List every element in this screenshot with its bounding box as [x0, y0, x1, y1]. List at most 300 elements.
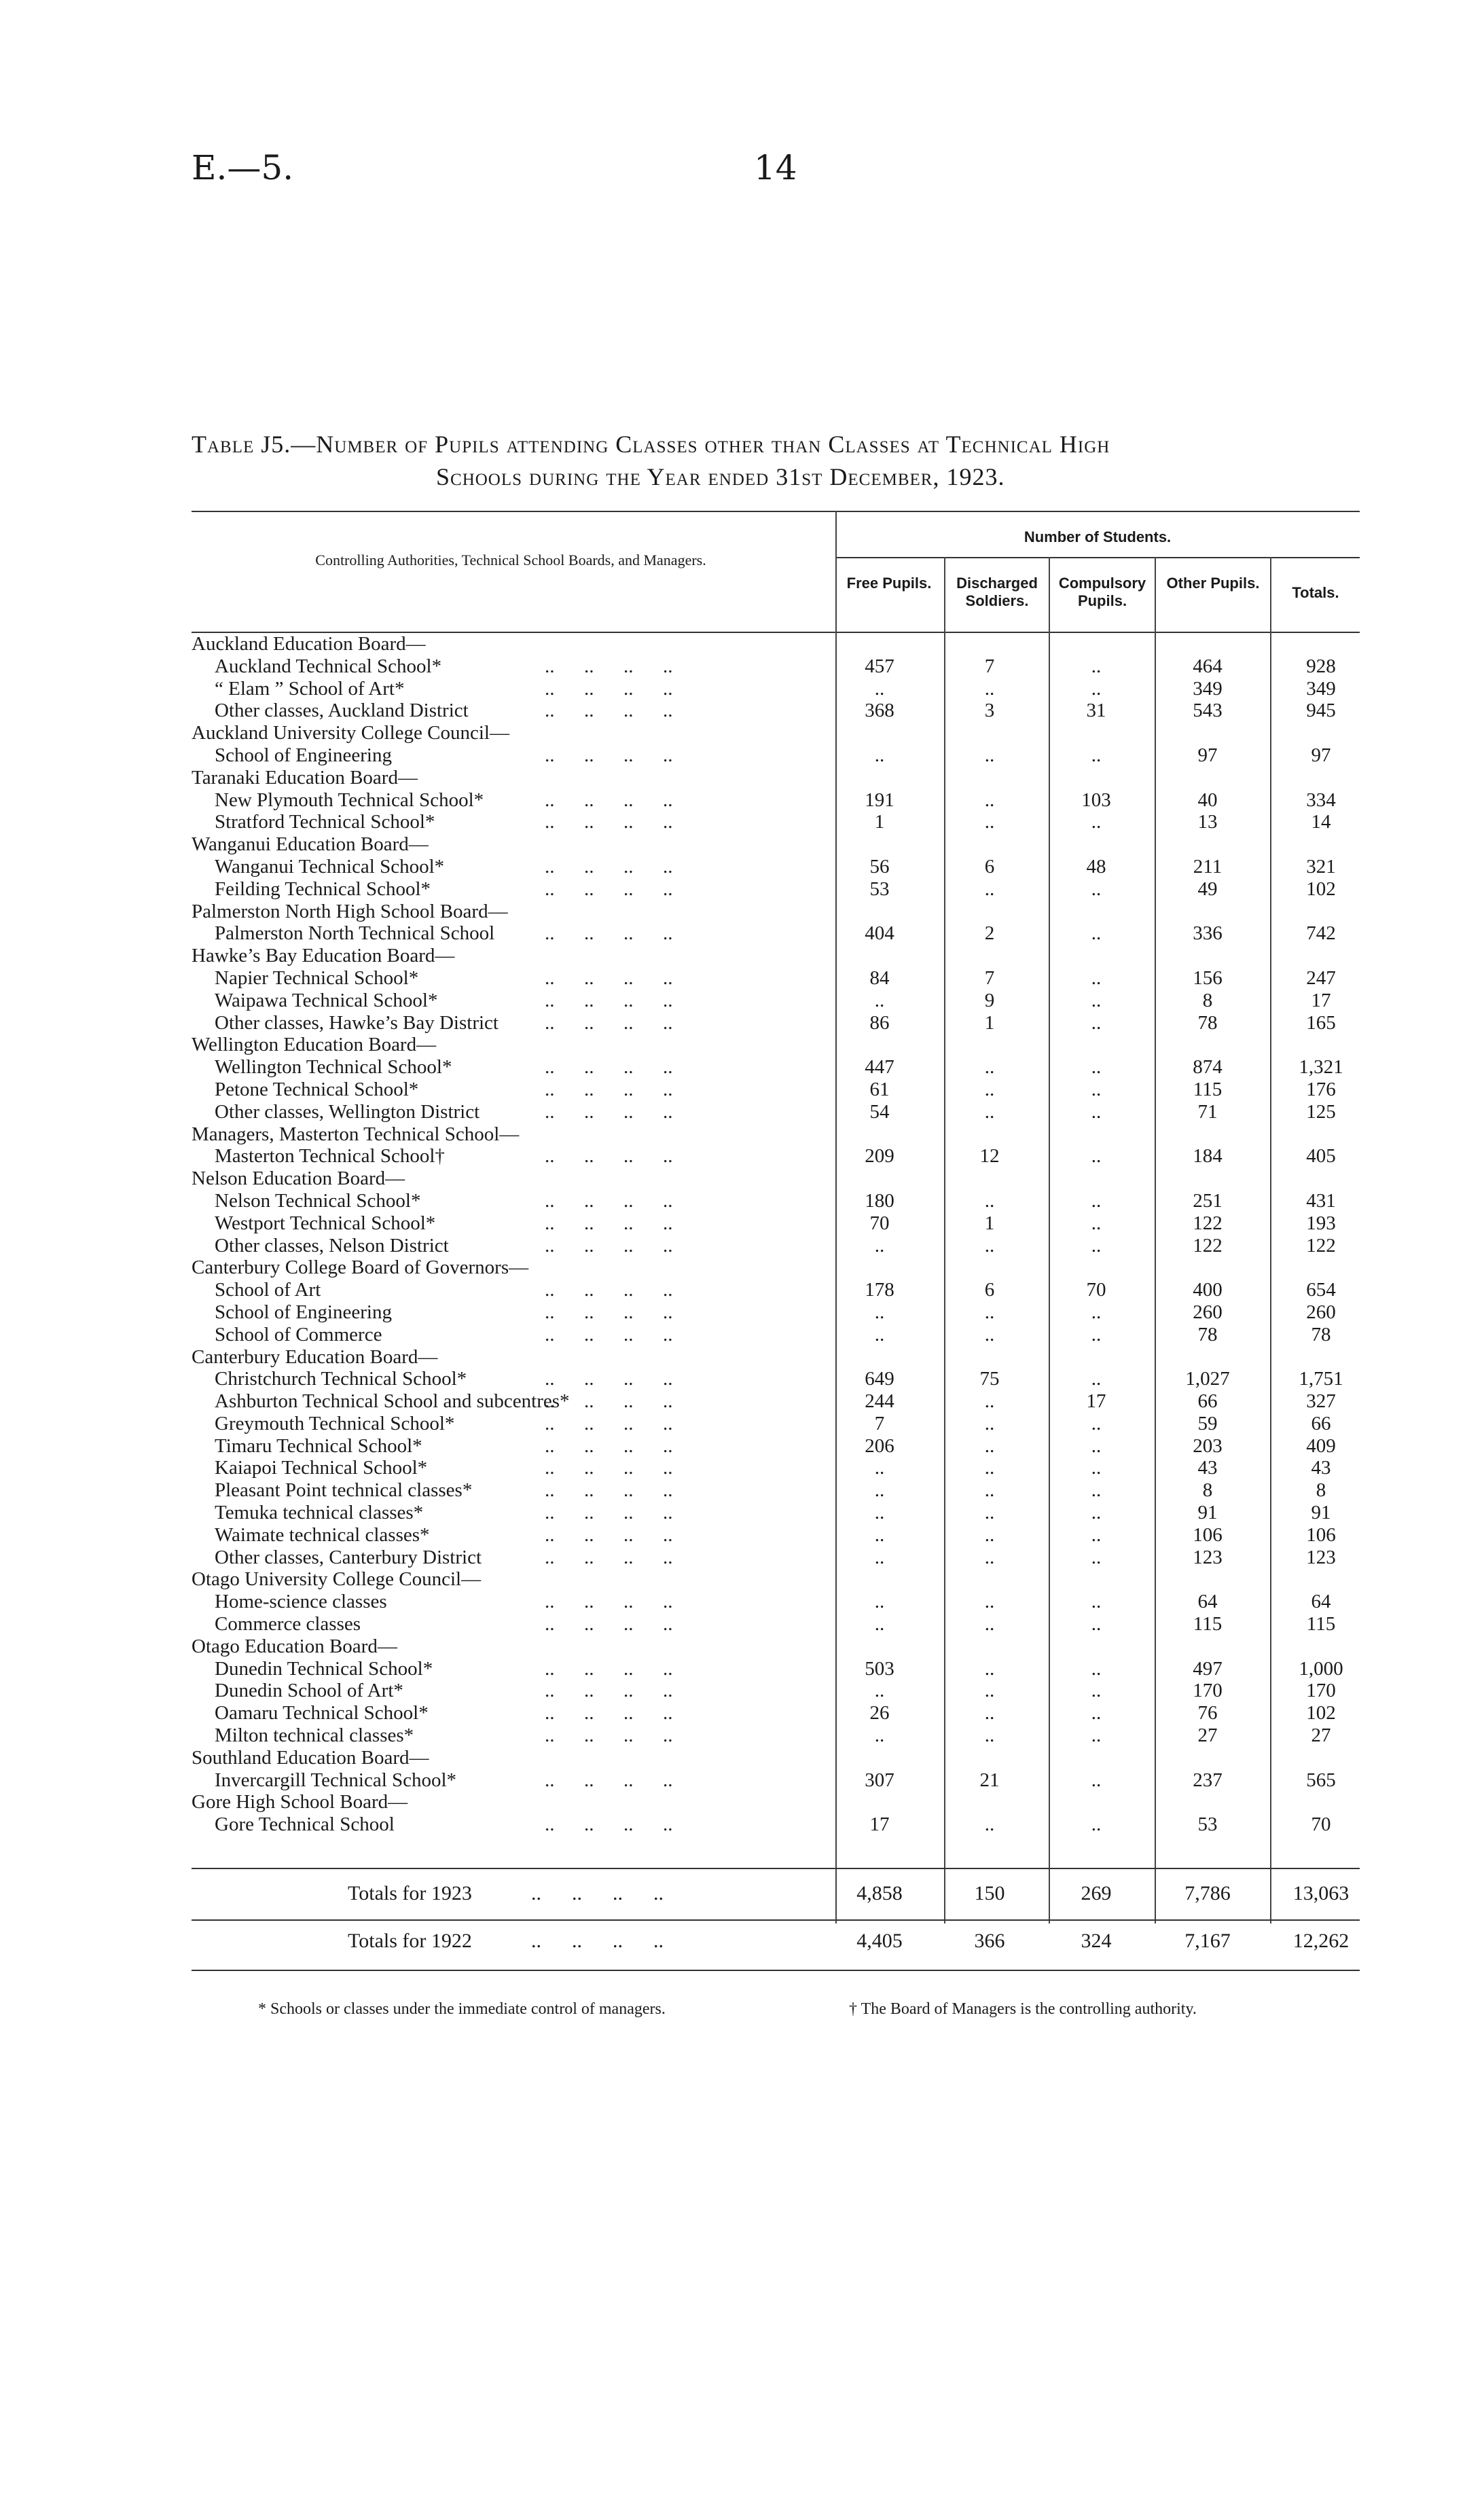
group-heading: Taranaki Education Board—: [192, 766, 418, 789]
table-body: [192, 633, 1360, 1836]
compulsory-pupils-cell: ..: [1091, 967, 1102, 989]
other-pupils-cell: 211: [1193, 855, 1223, 878]
group-heading-row: [192, 722, 1360, 744]
compulsory-pupils-cell: ..: [1091, 1813, 1102, 1836]
compulsory-pupils-cell: ..: [1091, 1189, 1102, 1212]
free-pupils-cell: ..: [874, 1613, 885, 1636]
totals-compulsory: 269: [1081, 1882, 1112, 1904]
discharged-soldiers-cell: ..: [984, 1323, 995, 1345]
total-cell: 405: [1306, 1145, 1336, 1168]
other-pupils-cell: 59: [1197, 1412, 1218, 1434]
total-cell: 64: [1311, 1591, 1331, 1613]
leader-dots: .. .. .. ..: [545, 1145, 673, 1168]
table-row: [192, 1079, 1360, 1101]
discharged-soldiers-cell: 1: [984, 1212, 995, 1234]
table-row: [192, 1613, 1360, 1636]
other-pupils-cell: 27: [1197, 1724, 1218, 1747]
other-pupils-cell: 203: [1193, 1434, 1223, 1457]
free-pupils-cell: 86: [869, 1011, 890, 1034]
row-label: Kaiapoi Technical School*: [215, 1457, 428, 1479]
free-pupils-cell: 178: [865, 1279, 894, 1301]
total-cell: 928: [1306, 655, 1336, 677]
other-pupils-cell: 76: [1197, 1702, 1218, 1724]
free-pupils-cell: 17: [869, 1813, 890, 1836]
free-pupils-cell: ..: [874, 1591, 885, 1613]
discharged-soldiers-cell: ..: [984, 1412, 995, 1434]
leader-dots: .. .. .. ..: [545, 1100, 673, 1123]
leader-dots: .. .. .. ..: [545, 1011, 673, 1034]
leader-dots: .. .. .. ..: [545, 655, 673, 677]
totals-1922-row: [192, 1928, 1360, 1955]
free-pupils-cell: 1: [874, 811, 885, 833]
totals-other: 7,786: [1184, 1882, 1231, 1904]
compulsory-pupils-cell: ..: [1091, 1412, 1102, 1434]
group-heading-row: [192, 901, 1360, 923]
total-cell: 115: [1306, 1613, 1336, 1636]
title-line-1: Table J5.—Number of Pupils attending Classes other than Classes at Technical High: [192, 431, 1110, 458]
total-cell: 327: [1306, 1390, 1336, 1413]
leader-dots: .. .. .. ..: [545, 1502, 673, 1524]
discharged-soldiers-cell: ..: [984, 1056, 995, 1079]
row-label: Ashburton Technical School and subcentres*: [215, 1390, 570, 1413]
total-cell: 654: [1306, 1279, 1336, 1301]
compulsory-pupils-cell: ..: [1091, 1479, 1102, 1502]
discharged-soldiers-cell: ..: [984, 1479, 995, 1502]
compulsory-pupils-cell: ..: [1091, 989, 1102, 1011]
discharged-soldiers-header: Discharged Soldiers.: [956, 575, 1038, 609]
row-label: Masterton Technical School†: [215, 1145, 445, 1168]
table-row: [192, 789, 1360, 812]
compulsory-pupils-cell: ..: [1091, 1702, 1102, 1724]
table-row: [192, 1390, 1360, 1413]
other-pupils-cell: 91: [1197, 1502, 1218, 1524]
compulsory-pupils-cell: ..: [1091, 1502, 1102, 1524]
totals-free: 4,858: [856, 1882, 903, 1904]
group-heading-row: [192, 633, 1360, 655]
row-label: Other classes, Auckland District: [215, 700, 469, 722]
leader-dots: .. .. .. ..: [545, 1457, 673, 1479]
free-pupils-cell: 209: [865, 1145, 894, 1168]
row-label: Milton technical classes*: [215, 1724, 414, 1747]
compulsory-pupils-header: Compulsory Pupils.: [1058, 575, 1146, 609]
compulsory-pupils-cell: ..: [1091, 1056, 1102, 1079]
compulsory-pupils-cell: ..: [1091, 1145, 1102, 1168]
free-pupils-cell: 206: [865, 1434, 894, 1457]
total-cell: 565: [1306, 1769, 1336, 1791]
discharged-soldiers-cell: ..: [984, 1724, 995, 1747]
total-cell: 165: [1306, 1011, 1336, 1034]
total-cell: 170: [1306, 1680, 1336, 1702]
top-rule: [192, 511, 1360, 512]
discharged-soldiers-cell: ..: [984, 1680, 995, 1702]
leader-dots: .. .. .. ..: [545, 1479, 673, 1502]
row-label: Waimate technical classes*: [215, 1523, 430, 1546]
leader-dots: .. .. .. ..: [545, 1434, 673, 1457]
table-row: [192, 678, 1360, 700]
group-heading: Gore High School Board—: [192, 1791, 408, 1813]
total-cell: 1,751: [1299, 1368, 1343, 1390]
leader-dots: .. .. .. ..: [531, 1882, 664, 1904]
free-pupils-cell: ..: [874, 1680, 885, 1702]
row-label: Home-science classes: [215, 1591, 387, 1613]
row-label: Nelson Technical School*: [215, 1189, 421, 1212]
discharged-soldiers-cell: ..: [984, 1502, 995, 1524]
leader-dots: .. .. .. ..: [545, 878, 673, 900]
total-cell: 78: [1311, 1323, 1331, 1345]
totals-label: Totals for 1922: [348, 1930, 472, 1952]
free-pupils-cell: ..: [874, 1301, 885, 1323]
compulsory-pupils-cell: 70: [1086, 1279, 1106, 1301]
compulsory-pupils-cell: 103: [1081, 789, 1111, 811]
discharged-soldiers-cell: ..: [984, 1434, 995, 1457]
leader-dots: .. .. .. ..: [545, 1657, 673, 1680]
total-cell: 431: [1306, 1189, 1336, 1212]
total-cell: 8: [1316, 1479, 1326, 1502]
compulsory-pupils-cell: 31: [1086, 700, 1106, 722]
table-row: [192, 1813, 1360, 1836]
free-pupils-cell: 70: [869, 1212, 890, 1234]
discharged-soldiers-cell: 7: [984, 967, 995, 989]
table-row: [192, 1435, 1360, 1458]
free-pupils-cell: 54: [869, 1100, 890, 1123]
row-label: Petone Technical School*: [215, 1078, 419, 1100]
other-pupils-cell: 40: [1197, 789, 1218, 811]
total-cell: 106: [1306, 1523, 1336, 1546]
row-label: Christchurch Technical School*: [215, 1368, 467, 1390]
leader-dots: .. .. .. ..: [545, 744, 673, 766]
free-pupils-cell: 191: [865, 789, 894, 811]
table-row: [192, 1012, 1360, 1034]
leader-dots: .. .. .. ..: [545, 1323, 673, 1345]
free-pupils-cell: ..: [874, 1234, 885, 1257]
compulsory-pupils-cell: ..: [1091, 1234, 1102, 1257]
free-pupils-cell: ..: [874, 1479, 885, 1502]
table-row: [192, 1301, 1360, 1324]
other-pupils-cell: 170: [1193, 1680, 1223, 1702]
other-pupils-cell: 123: [1193, 1546, 1223, 1568]
table-row: [192, 1591, 1360, 1613]
free-pupils-cell: 53: [869, 878, 890, 900]
page-number: 14: [754, 148, 797, 187]
other-pupils-cell: 156: [1193, 967, 1223, 989]
table-row: [192, 1524, 1360, 1547]
other-pupils-cell: 400: [1193, 1279, 1223, 1301]
row-label: Napier Technical School*: [215, 967, 419, 989]
totals-discharged: 150: [974, 1882, 1005, 1904]
table-title: [192, 428, 1360, 493]
leader-dots: .. .. .. ..: [545, 1279, 673, 1301]
group-heading-row: [192, 833, 1360, 856]
other-pupils-cell: 13: [1197, 811, 1218, 833]
other-pupils-cell: 543: [1193, 700, 1223, 722]
other-pupils-header: Other Pupils.: [1166, 575, 1260, 592]
controlling-authorities-header: Controlling Authorities, Technical School Boards, and Managers.: [315, 552, 706, 568]
free-pupils-cell: ..: [874, 1457, 885, 1479]
other-pupils-cell: 349: [1193, 677, 1223, 700]
row-label: Oamaru Technical School*: [215, 1702, 429, 1724]
leader-dots: .. .. .. ..: [545, 1813, 673, 1836]
leader-dots: .. .. .. ..: [545, 1702, 673, 1724]
table-row: [192, 1502, 1360, 1524]
table-row: [192, 744, 1360, 767]
other-pupils-cell: 237: [1193, 1769, 1223, 1791]
discharged-soldiers-cell: 2: [984, 922, 995, 945]
discharged-soldiers-cell: 6: [984, 1279, 995, 1301]
total-cell: 125: [1306, 1100, 1336, 1123]
compulsory-pupils-cell: ..: [1091, 1769, 1102, 1791]
leader-dots: .. .. .. ..: [545, 1368, 673, 1390]
leader-dots: .. .. .. ..: [545, 1724, 673, 1747]
bottom-rule: [192, 1970, 1360, 1971]
page-reference: E.—5.: [192, 148, 294, 187]
total-cell: 321: [1306, 855, 1336, 878]
totals-total: 13,063: [1292, 1882, 1350, 1904]
total-cell: 1,000: [1299, 1657, 1343, 1680]
discharged-soldiers-cell: ..: [984, 1702, 995, 1724]
other-pupils-cell: 66: [1197, 1390, 1218, 1413]
compulsory-pupils-cell: ..: [1091, 811, 1102, 833]
row-label: Gore Technical School: [215, 1813, 395, 1836]
group-heading: Auckland Education Board—: [192, 633, 426, 655]
table-row: [192, 856, 1360, 878]
free-pupils-cell: ..: [874, 1546, 885, 1568]
total-cell: 945: [1306, 700, 1336, 722]
totals-rule: [192, 1919, 1360, 1921]
discharged-soldiers-cell: ..: [984, 677, 995, 700]
free-pupils-cell: ..: [874, 1502, 885, 1524]
leader-dots: .. .. .. ..: [545, 1591, 673, 1613]
other-pupils-cell: 464: [1193, 655, 1223, 677]
other-pupils-cell: 49: [1197, 878, 1218, 900]
number-of-students-rule: [835, 557, 1360, 558]
total-cell: 334: [1306, 789, 1336, 811]
total-cell: 123: [1306, 1546, 1336, 1568]
free-pupils-cell: 61: [869, 1078, 890, 1100]
total-cell: 409: [1306, 1434, 1336, 1457]
discharged-soldiers-cell: 9: [984, 989, 995, 1011]
row-label: Commerce classes: [215, 1613, 361, 1636]
group-heading: Wellington Education Board—: [192, 1034, 437, 1056]
compulsory-pupils-cell: ..: [1091, 1657, 1102, 1680]
discharged-soldiers-cell: ..: [984, 1813, 995, 1836]
number-of-students-header: Number of Students.: [1024, 528, 1172, 545]
row-label: Invercargill Technical School*: [215, 1769, 457, 1791]
total-cell: 122: [1306, 1234, 1336, 1257]
table-row: [192, 1368, 1360, 1390]
free-pupils-header: Free Pupils.: [846, 575, 932, 592]
free-pupils-cell: ..: [874, 1323, 885, 1345]
compulsory-pupils-cell: ..: [1091, 1323, 1102, 1345]
totals-compulsory: 324: [1081, 1930, 1112, 1952]
group-heading-row: [192, 1123, 1360, 1146]
group-heading: Southland Education Board—: [192, 1746, 429, 1769]
free-pupils-cell: ..: [874, 1724, 885, 1747]
discharged-soldiers-cell: ..: [984, 878, 995, 900]
row-label: School of Engineering: [215, 1301, 392, 1323]
totals-label: Totals for 1923: [348, 1882, 472, 1904]
leader-dots: .. .. .. ..: [545, 1523, 673, 1546]
discharged-soldiers-cell: ..: [984, 744, 995, 766]
discharged-soldiers-cell: 21: [979, 1769, 1000, 1791]
other-pupils-cell: 8: [1202, 989, 1213, 1011]
leader-dots: .. .. .. ..: [545, 677, 673, 700]
total-cell: 14: [1311, 811, 1331, 833]
free-pupils-cell: ..: [874, 744, 885, 766]
free-pupils-cell: ..: [874, 677, 885, 700]
group-heading: Otago Education Board—: [192, 1635, 397, 1657]
table-row: [192, 878, 1360, 901]
row-label: School of Art: [215, 1279, 321, 1301]
discharged-soldiers-cell: ..: [984, 1657, 995, 1680]
table-row: [192, 1457, 1360, 1479]
free-pupils-cell: 447: [865, 1056, 894, 1079]
table-row: [192, 1658, 1360, 1680]
table-row: [192, 967, 1360, 990]
totals-rule: [192, 1868, 1360, 1869]
other-pupils-cell: 78: [1197, 1011, 1218, 1034]
group-heading: Canterbury Education Board—: [192, 1345, 438, 1368]
other-pupils-cell: 106: [1193, 1523, 1223, 1546]
row-label: Dunedin Technical School*: [215, 1657, 433, 1680]
row-label: School of Engineering: [215, 744, 392, 766]
row-label: Auckland Technical School*: [215, 655, 442, 677]
total-cell: 742: [1306, 922, 1336, 945]
total-cell: 43: [1311, 1457, 1331, 1479]
free-pupils-cell: 56: [869, 855, 890, 878]
compulsory-pupils-cell: ..: [1091, 1591, 1102, 1613]
row-label: Pleasant Point technical classes*: [215, 1479, 473, 1502]
leader-dots: .. .. .. ..: [545, 1546, 673, 1568]
leader-dots: .. .. .. ..: [545, 922, 673, 945]
other-pupils-cell: 874: [1193, 1056, 1223, 1079]
row-label: Wellington Technical School*: [215, 1056, 452, 1079]
free-pupils-cell: ..: [874, 1523, 885, 1546]
row-label: Wanganui Technical School*: [215, 855, 445, 878]
other-pupils-cell: 115: [1193, 1078, 1223, 1100]
group-heading: Otago University College Council—: [192, 1568, 482, 1591]
discharged-soldiers-cell: 75: [979, 1368, 1000, 1390]
free-pupils-cell: 84: [869, 967, 890, 989]
discharged-soldiers-cell: 3: [984, 700, 995, 722]
group-heading-row: [192, 1168, 1360, 1190]
totals-discharged: 366: [974, 1930, 1005, 1952]
total-cell: 102: [1306, 1702, 1336, 1724]
discharged-soldiers-cell: ..: [984, 1613, 995, 1636]
free-pupils-cell: 404: [865, 922, 894, 945]
table-row: [192, 1235, 1360, 1257]
group-heading: Auckland University College Council—: [192, 722, 509, 744]
table-row: [192, 1769, 1360, 1792]
row-label: Temuka technical classes*: [215, 1502, 424, 1524]
other-pupils-cell: 260: [1193, 1301, 1223, 1323]
other-pupils-cell: 97: [1197, 744, 1218, 766]
row-label: School of Commerce: [215, 1323, 382, 1345]
leader-dots: .. .. .. ..: [545, 1769, 673, 1791]
compulsory-pupils-cell: ..: [1091, 1457, 1102, 1479]
discharged-soldiers-cell: ..: [984, 1591, 995, 1613]
compulsory-pupils-cell: ..: [1091, 655, 1102, 677]
discharged-soldiers-cell: ..: [984, 1523, 995, 1546]
group-heading: Nelson Education Board—: [192, 1168, 405, 1190]
total-cell: 17: [1311, 989, 1331, 1011]
leader-dots: .. .. .. ..: [545, 1301, 673, 1323]
row-label: Timaru Technical School*: [215, 1434, 422, 1457]
group-heading-row: [192, 1568, 1360, 1591]
free-pupils-cell: 649: [865, 1368, 894, 1390]
row-label: Dunedin School of Art*: [215, 1680, 403, 1702]
title-line-2: Schools during the Year ended 31st December, 1923.: [436, 463, 1005, 490]
totals-free: 4,405: [856, 1930, 903, 1952]
total-cell: 193: [1306, 1212, 1336, 1234]
compulsory-pupils-cell: ..: [1091, 1011, 1102, 1034]
other-pupils-cell: 336: [1193, 922, 1223, 945]
group-heading-row: [192, 767, 1360, 789]
totals-other: 7,167: [1184, 1930, 1231, 1952]
free-pupils-cell: 503: [865, 1657, 894, 1680]
leader-dots: .. .. .. ..: [545, 1189, 673, 1212]
compulsory-pupils-cell: ..: [1091, 1212, 1102, 1234]
table-row: [192, 655, 1360, 678]
row-label: Greymouth Technical School*: [215, 1412, 455, 1434]
discharged-soldiers-cell: 12: [979, 1145, 1000, 1168]
row-label: Other classes, Nelson District: [215, 1234, 449, 1257]
table-row: [192, 1413, 1360, 1435]
discharged-soldiers-cell: 1: [984, 1011, 995, 1034]
group-heading-row: [192, 1791, 1360, 1813]
compulsory-pupils-cell: 17: [1086, 1390, 1106, 1413]
free-pupils-cell: 244: [865, 1390, 894, 1413]
leader-dots: .. .. .. ..: [531, 1930, 664, 1952]
group-heading-row: [192, 1747, 1360, 1769]
discharged-soldiers-cell: ..: [984, 1100, 995, 1123]
discharged-soldiers-cell: ..: [984, 1078, 995, 1100]
other-pupils-cell: 1,027: [1185, 1368, 1230, 1390]
totals-total: 12,262: [1292, 1930, 1350, 1952]
compulsory-pupils-cell: ..: [1091, 878, 1102, 900]
discharged-soldiers-cell: 7: [984, 655, 995, 677]
row-label: Other classes, Wellington District: [215, 1100, 480, 1123]
total-cell: 1,321: [1299, 1056, 1343, 1079]
table-row: [192, 1724, 1360, 1747]
other-pupils-cell: 115: [1193, 1613, 1223, 1636]
free-pupils-cell: 180: [865, 1189, 894, 1212]
leader-dots: .. .. .. ..: [545, 1680, 673, 1702]
discharged-soldiers-cell: ..: [984, 1301, 995, 1323]
free-pupils-cell: 7: [874, 1412, 885, 1434]
leader-dots: .. .. .. ..: [545, 855, 673, 878]
compulsory-pupils-cell: 48: [1086, 855, 1106, 878]
group-heading: Palmerston North High School Board—: [192, 900, 508, 922]
table-row: [192, 1212, 1360, 1235]
total-cell: 66: [1311, 1412, 1331, 1434]
table-row: [192, 1547, 1360, 1569]
group-heading: Hawke’s Bay Education Board—: [192, 945, 455, 967]
total-cell: 260: [1306, 1301, 1336, 1323]
compulsory-pupils-cell: ..: [1091, 1724, 1102, 1747]
compulsory-pupils-cell: ..: [1091, 677, 1102, 700]
compulsory-pupils-cell: ..: [1091, 1301, 1102, 1323]
table-row: [192, 1324, 1360, 1346]
discharged-soldiers-cell: ..: [984, 1546, 995, 1568]
leader-dots: .. .. .. ..: [545, 1412, 673, 1434]
row-label: Other classes, Canterbury District: [215, 1546, 482, 1568]
discharged-soldiers-cell: ..: [984, 1189, 995, 1212]
table-row: [192, 1145, 1360, 1168]
leader-dots: .. .. .. ..: [545, 1390, 673, 1413]
footnote-star: * Schools or classes under the immediate control of managers.: [258, 2000, 666, 2018]
other-pupils-cell: 184: [1193, 1145, 1223, 1168]
leader-dots: .. .. .. ..: [545, 1234, 673, 1257]
